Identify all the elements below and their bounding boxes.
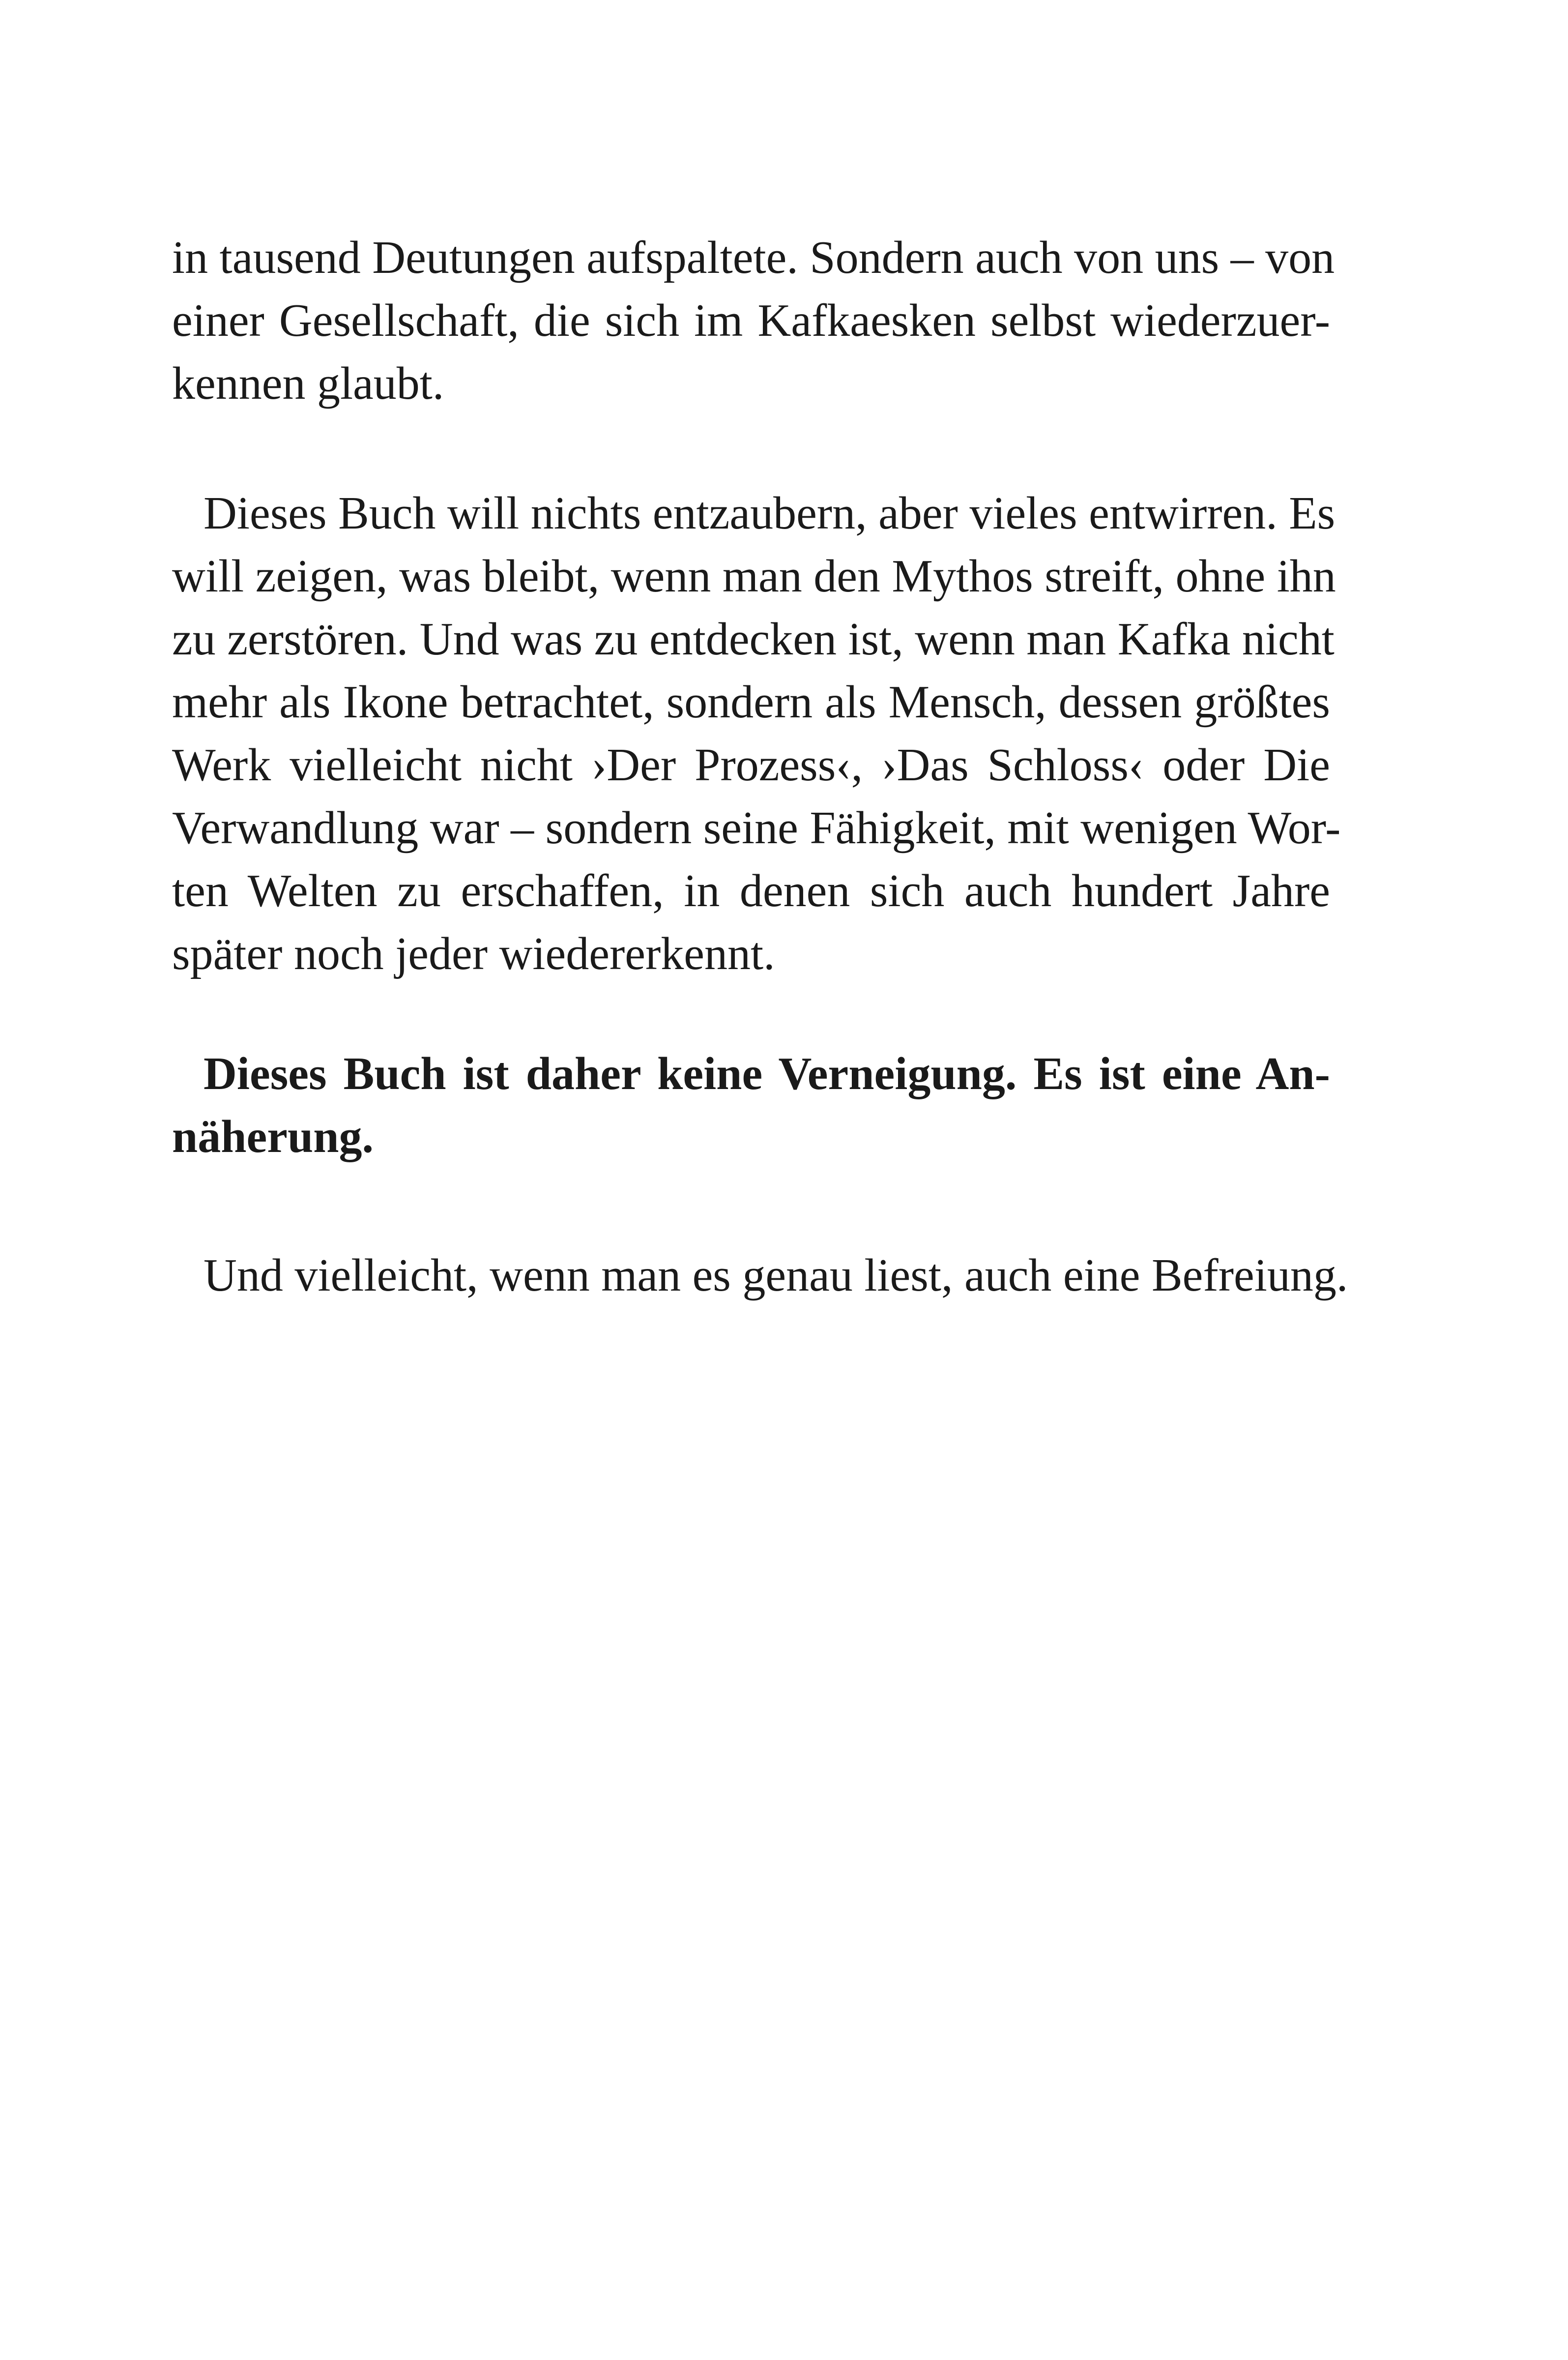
- text-line: Verwandlung war – sondern seine Fähigkeit, mit wenigen Wor-: [172, 802, 1341, 854]
- text-line: in tausend Deutungen aufspaltete. Sondern auch von uns – von: [172, 232, 1335, 283]
- text-line: Und vielleicht, wenn man es genau liest, auch eine Befreiung.: [203, 1250, 1348, 1301]
- text-line: später noch jeder wiedererkennt.: [172, 928, 775, 979]
- text-line: zu zerstören. Und was zu entdecken ist, wenn man Kafka nicht: [172, 614, 1335, 665]
- text-line: einer Gesellschaft, die sich im Kafkaesken selbst wiederzuer-: [172, 295, 1330, 346]
- text-line: ten Welten zu erschaffen, in denen sich auch hundert Jahre: [172, 865, 1330, 916]
- paragraph-dieses-buch: [172, 482, 1341, 985]
- text-line: mehr als Ikone betrachtet, sondern als Mensch, dessen größtes: [172, 677, 1330, 728]
- text-line: will zeigen, was bleibt, wenn man den Mythos streift, ohne ihn: [172, 551, 1336, 602]
- paragraph-bold-statement: [172, 1042, 1330, 1168]
- text-line: Werk vielleicht nicht ›Der Prozess‹, ›Das Schloss‹ oder Die: [172, 739, 1330, 791]
- paragraph-continuation: [172, 226, 1335, 415]
- text-line: Dieses Buch will nichts entzaubern, aber vieles entwirren. Es: [203, 488, 1336, 539]
- text-line: näherung.: [172, 1111, 374, 1162]
- text-line: Dieses Buch ist daher keine Verneigung. Es ist eine An-: [203, 1048, 1330, 1099]
- text-line: kennen glaubt.: [172, 358, 444, 409]
- paragraph-befreiung: [172, 1244, 1348, 1307]
